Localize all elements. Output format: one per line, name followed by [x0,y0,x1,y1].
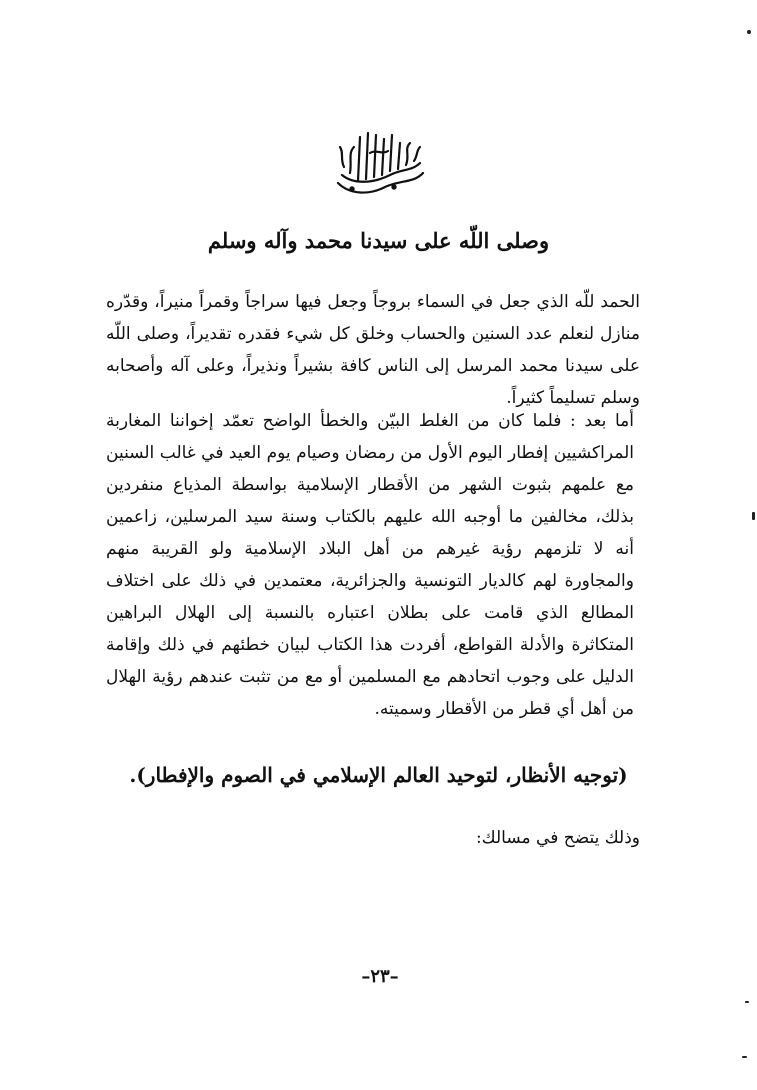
page-number: –٢٣– [361,966,399,987]
scan-speck [742,1056,747,1058]
scan-speck [745,1001,749,1003]
book-title: (توجيه الأنظار، لتوحيد العالم الإسلامي في الصوم والإفطار). [129,763,628,787]
scan-speck [747,30,751,34]
scan-speck [752,512,755,520]
intro-line: وذلك يتضح في مسالك: [475,828,640,848]
main-paragraph: أما بعد : فلما كان من الغلط البيّن والخطأ الواضح تعمّد إخواننا المغاربة المراكشيين إفطار اليوم الأول من رمضان وصيام يوم العيد في غالب السنين مع علمهم بثبوت الشهر من الأقطار الإسلامية بواسطة المذياع منفردين بذلك، مخالفين ما أوجبه الله عليهم بالكتاب وسنة سيد المرسلين، زاعمين أنه لا تلزمهم رؤية غيرهم من أهل البلاد الإسلامية ولو القريبة منهم والمجاورة لهم كالديار التونسية والجزائرية، معتمدين في ذلك على اختلاف المطالع الذي قامت على بطلان اعتباره بالنسبة إلى الهلال البراهين المتكاثرة والأدلة القواطع، أفردت هذا الكتاب لبيان خطئهم في ذلك وإقامة الدليل على وجوب اتحادهم مع المسلمين أو مع من تثبت عندهم رؤية الهلال من أهل أي قطر من الأقطار وسميته. [106,411,634,719]
salutation-heading: وصلى اللّه على سيدنا محمد وآله وسلم [207,228,550,253]
basmala-calligraphy [330,125,430,200]
opening-paragraph: الحمد للّه الذي جعل في السماء بروجاً وجعل فيها سراجاً وقمراً منيراً، وقدّره منازل لنعلم عدد السنين والحساب وخلق كل شيء فقدره تقديراً، وصلى اللّه على سيدنا محمد المرسل إلى الناس كافة بشيراً ونذيراً، وعلى آله وأصحابه وسلم تسليماً كثيراً. [106,292,640,408]
